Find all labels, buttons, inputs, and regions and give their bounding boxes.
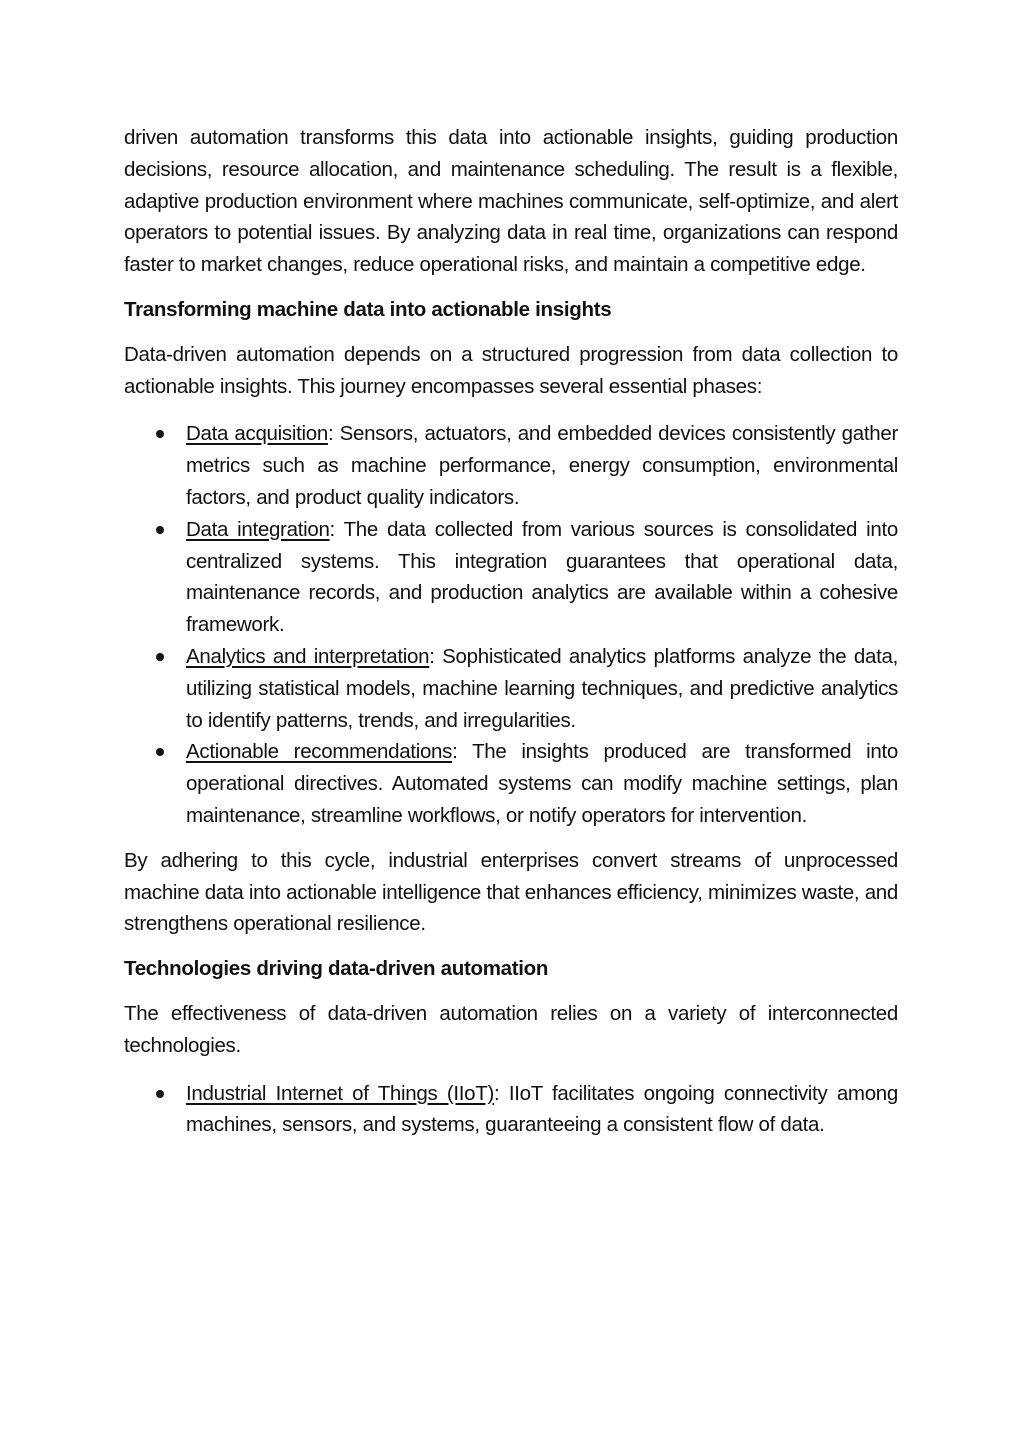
document-page	[124, 122, 898, 1154]
list-item-text: : IIoT facilitates ongoing connectivity among machines, sensors, and systems, guaranteeing a consistent flow of data.	[186, 1081, 898, 1137]
technologies-list	[124, 1078, 898, 1142]
section-closing-paragraph: By adhering to this cycle, industrial enterprises convert streams of unprocessed machine data into actionable intelligence that enhances efficiency, minimizes waste, and strengthens operational resilience.	[124, 848, 898, 936]
section-lead-paragraph: The effectiveness of data-driven automation relies on a variety of interconnected technologies.	[124, 1001, 898, 1057]
section-lead-paragraph: Data-driven automation depends on a structured progression from data collection to actionable insights. This journey encompasses several essential phases:	[124, 342, 898, 398]
list-item-term: Analytics and interpretation	[186, 644, 430, 668]
section-technologies	[124, 953, 898, 1141]
section-heading: Technologies driving data-driven automation	[124, 957, 549, 981]
bullet-icon	[156, 526, 164, 534]
phases-list	[124, 418, 898, 831]
bullet-icon	[156, 653, 164, 661]
list-item-term: Data integration	[186, 517, 330, 541]
intro-paragraph: driven automation transforms this data into actionable insights, guiding production decisions, resource allocation, and maintenance scheduling. The result is a flexible, adaptive production environment where machines communicate, self-optimize, and alert operators to potential issues. By analyzing data in real time, organizations can respond faster to market changes, reduce operational risks, and maintain a competitive edge.	[124, 126, 898, 277]
list-item	[124, 641, 898, 736]
list-item-term: Actionable recommendations	[186, 740, 453, 764]
list-item	[124, 418, 898, 513]
bullet-icon	[156, 430, 164, 438]
section-heading: Transforming machine data into actionable insights	[124, 297, 612, 321]
list-item-text: : Sophisticated analytics platforms analyze the data, utilizing statistical models, machine learning techniques, and predictive analytics to identify patterns, trends, and irregularities.	[186, 644, 898, 732]
list-item	[124, 514, 898, 641]
list-item-term: Industrial Internet of Things (IIoT)	[186, 1081, 495, 1105]
list-item-text: : The insights produced are transformed into operational directives. Automated systems can modify machine settings, plan maintenance, streamline workflows, or notify operators for intervention.	[186, 740, 898, 827]
list-item	[124, 1078, 898, 1142]
list-item-term: Data acquisition	[186, 422, 328, 446]
list-item-text: : The data collected from various sources is consolidated into centralized systems. This integration guarantees that operational data, maintenance records, and production analytics are available within a cohesive framework.	[186, 517, 898, 637]
section-transforming-machine-data	[124, 294, 898, 940]
list-item	[124, 736, 898, 831]
bullet-icon	[156, 748, 164, 756]
bullet-icon	[156, 1090, 164, 1098]
list-item-text: : Sensors, actuators, and embedded devices consistently gather metrics such as machine performance, energy consumption, environmental factors, and product quality indicators.	[186, 422, 898, 509]
